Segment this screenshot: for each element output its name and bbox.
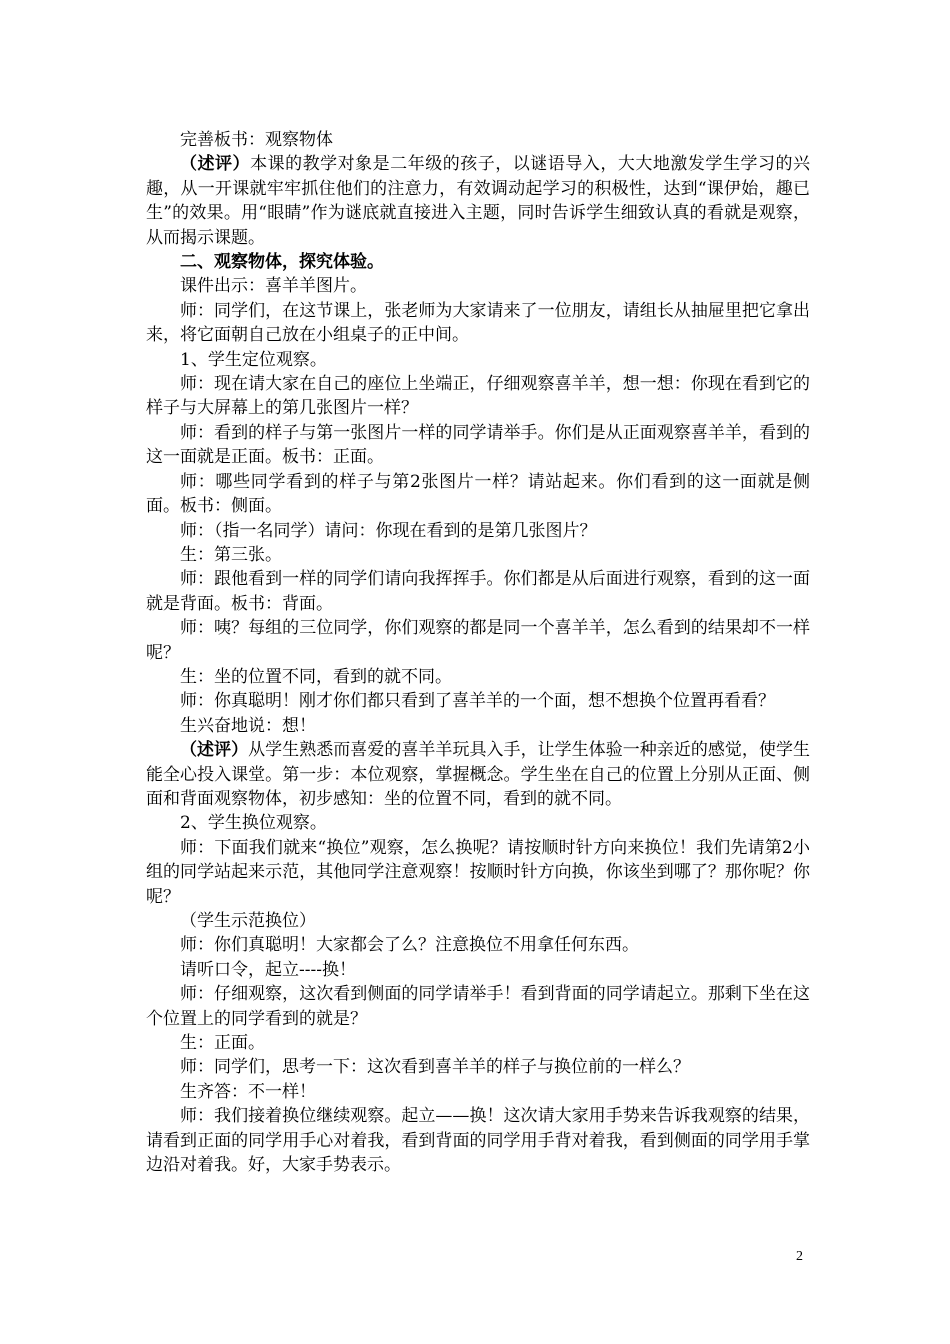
paragraph-22: 请听口令，起立----换！ bbox=[180, 959, 356, 980]
paragraph-24: 生：正面。 bbox=[180, 1033, 265, 1054]
paragraph-23: 师：仔细观察，这次看到侧面的同学请举手！看到背面的同学请起立。那剩下坐在这个位置上的同学看到的就是？ bbox=[146, 984, 810, 1029]
paragraph-1: 完善板书：观察物体 bbox=[180, 130, 333, 150]
paragraph-27: 师：我们接着换位继续观察。起立——换！这次请大家用手势来告诉我观察的结果，请看到正面的同学用手心对着我，看到背面的同学用手背对着我，看到侧面的同学用手掌边沿对着我。好，大家手势表示。 bbox=[146, 1106, 810, 1176]
paragraph-9: 师：哪些同学看到的样子与第2张图片一样？请站起来。你们看到的这一面就是侧面。板书：侧面。 bbox=[146, 471, 810, 517]
paragraph-4: 课件出示：喜羊羊图片。 bbox=[180, 276, 367, 297]
paragraph-18: 2、学生换位观察。 bbox=[180, 813, 327, 834]
paragraph-13: 师：咦？每组的三位同学，你们观察的都是同一个喜羊羊，怎么看到的结果却不一样呢？ bbox=[146, 618, 810, 663]
paragraph-8: 师：看到的样子与第一张图片一样的同学请举手。你们是从正面观察喜羊羊，看到的这一面就是正面。板书：正面。 bbox=[146, 422, 810, 468]
commentary-label: （述评） bbox=[180, 154, 251, 175]
paragraph-16: 生兴奋地说：想！ bbox=[180, 715, 316, 736]
paragraph-10: 师：（指一名同学）请问：你现在看到的是第几张图片？ bbox=[180, 520, 597, 541]
paragraph-7: 师：现在请大家在自己的座位上坐端正，仔细观察喜羊羊，想一想：你现在看到它的样子与大屏幕上的第几张图片一样？ bbox=[146, 374, 810, 419]
paragraph-11: 生：第三张。 bbox=[180, 544, 282, 565]
paragraph-6: 1、学生定位观察。 bbox=[180, 349, 327, 370]
paragraph-19: 师：下面我们就来“换位”观察，怎么换呢？请按顺时针方向来换位！我们先请第2小组的同学站起来示范，其他同学注意观察！按顺时针方向换，你该坐到哪了？那你呢？你呢？ bbox=[146, 837, 810, 907]
commentary-label: （述评） bbox=[180, 740, 249, 761]
paragraph-20: （学生示范换位） bbox=[180, 911, 316, 931]
paragraph-2: （述评）本课的教学对象是二年级的孩子，以谜语导入，大大地激发学生学习的兴趣，从一开课就牢牢抓住他们的注意力，有效调动起学习的积极性，达到“课伊始，趣已生”的效果。用“眼睛”作为谜底就直接进入主题，同时告诉学生细致认真的看就是观察，从而揭示课题。 bbox=[146, 154, 811, 248]
paragraph-12: 师：跟他看到一样的同学们请向我挥挥手。你们都是从后面进行观察，看到的这一面就是背面。板书：背面。 bbox=[146, 569, 810, 614]
paragraph-26: 生齐答：不一样！ bbox=[180, 1081, 316, 1102]
page-number: 2 bbox=[796, 1249, 803, 1264]
paragraph-14: 生：坐的位置不同，看到的就不同。 bbox=[180, 666, 452, 687]
section-heading: 二、观察物体，探究体验。 bbox=[180, 252, 384, 273]
paragraph-21: 师：你们真聪明！大家都会了么？注意换位不用拿任何东西。 bbox=[180, 935, 639, 956]
paragraph-17: （述评）从学生熟悉而喜爱的喜羊羊玩具入手，让学生体验一种亲近的感觉，使学生能全心投入课堂。第一步：本位观察，掌握概念。学生坐在自己的位置上分别从正面、侧面和背面观察物体，初步感知：坐的位置不同，看到的就不同。 bbox=[146, 740, 811, 809]
paragraph-5: 师：同学们，在这节课上，张老师为大家请来了一位朋友，请组长从抽屉里把它拿出来，将它面朝自己放在小组桌子的正中间。 bbox=[146, 300, 810, 346]
paragraph-15: 师：你真聪明！刚才你们都只看到了喜羊羊的一个面，想不想换个位置再看看？ bbox=[180, 691, 775, 712]
document-body bbox=[146, 128, 810, 1177]
paragraph-25: 师：同学们，思考一下：这次看到喜羊羊的样子与换位前的一样么？ bbox=[180, 1057, 690, 1078]
